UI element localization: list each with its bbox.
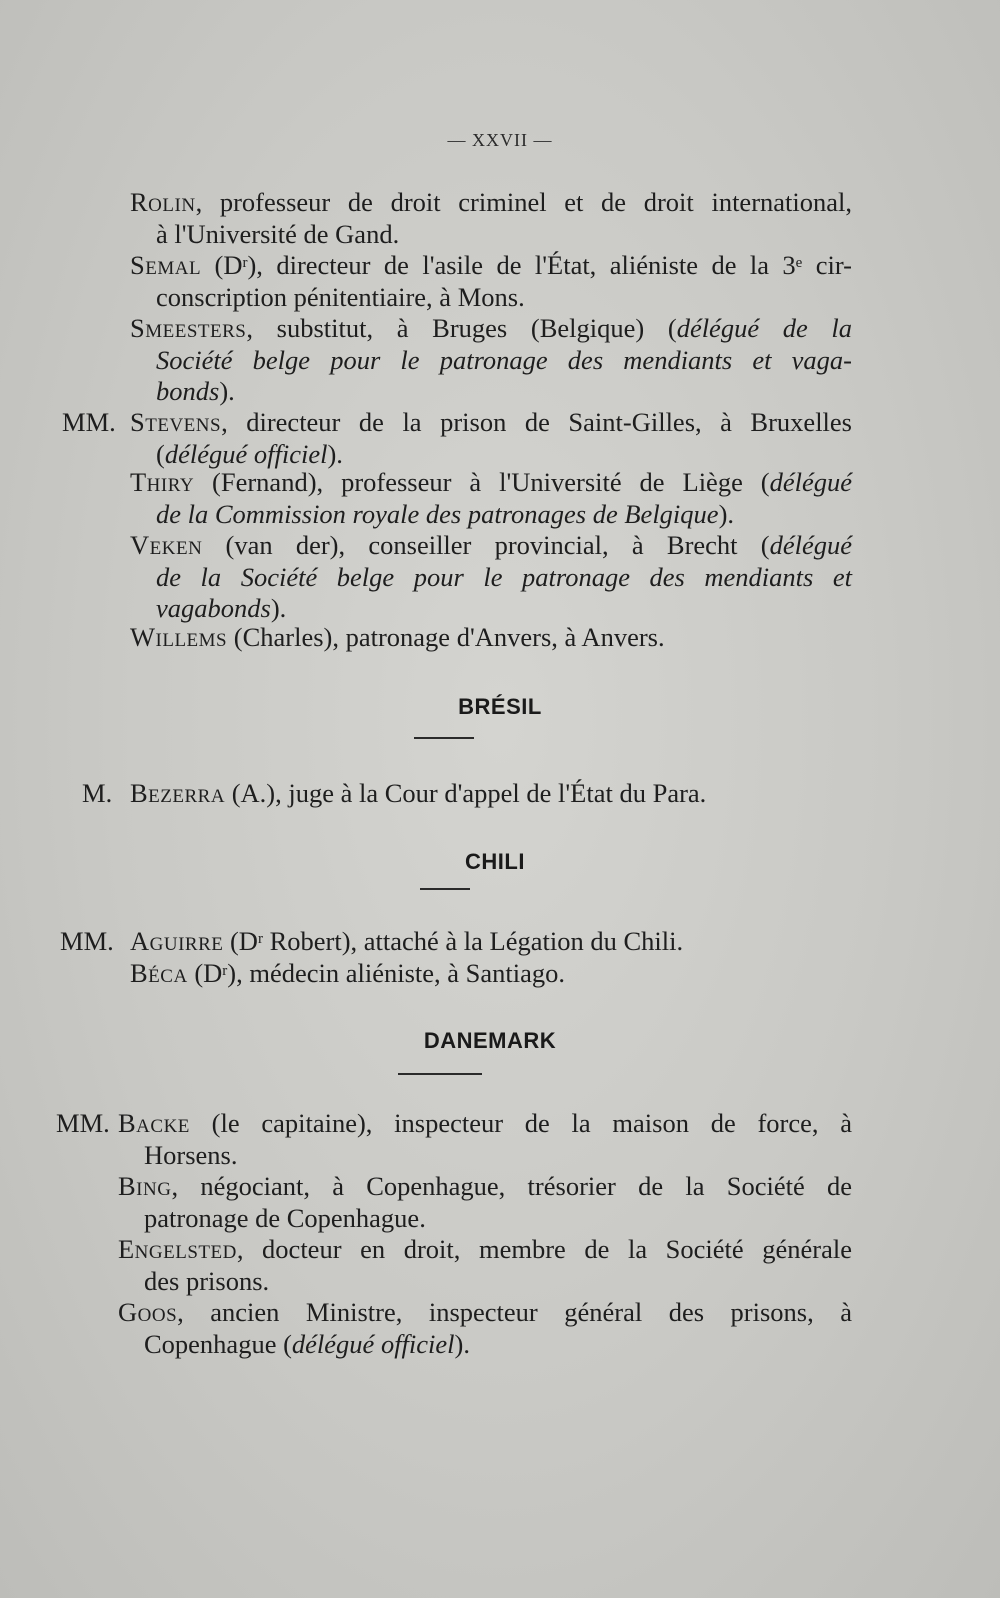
entry-veken: Veken (van der), conseiller provincial, à Brecht (délégué de la Société belge pour le patronage des mendiants et vagabonds).: [130, 530, 852, 623]
entry-aguirre: Aguirre ($D^r$ Robert), attaché à la Légation du Chili. Béca $(D^r)$, médecin aliéniste, à Santiago.: [130, 926, 684, 988]
member-name: Engelsted: [118, 1234, 237, 1264]
section-heading-danemark: DANEMARK: [423, 1028, 557, 1053]
member-name: Smeesters: [130, 313, 247, 343]
entry-bing: Bing, négociant, à Copenhague, trésorier de la Société de patronage de Copenhague.: [118, 1171, 852, 1233]
member-name: Bing: [118, 1171, 172, 1201]
member-name: Stevens: [130, 407, 222, 437]
member-name: Backe: [118, 1108, 190, 1138]
section-heading-bresil: BRÉSIL: [458, 694, 542, 719]
mm-label: MM.: [62, 407, 116, 437]
m-label: M.: [82, 778, 113, 808]
entry-bezerra: Bezerra (A.), juge à la Cour d'appel de l'État du Para.: [130, 778, 707, 808]
member-name: Willems: [130, 622, 228, 652]
mm-label: MM.: [56, 1108, 110, 1138]
entry-willems: Willems (Charles), patronage d'Anvers, à Anvers.: [130, 622, 665, 652]
entry-backe: Backe (le capitaine), inspecteur de la maison de force, à Horsens.: [118, 1108, 852, 1170]
member-name: Thiry: [130, 467, 195, 497]
section-rule: [420, 888, 470, 890]
member-name: Bezerra: [130, 778, 226, 808]
page-number: — XXVII —: [447, 130, 553, 150]
entry-semal: Semal $(D^r)$, directeur de l'asile de l'État, aliéniste de la 3e cir- conscription pénitentiaire, à Mons.: [130, 250, 853, 312]
entry-goos: Goos, ancien Ministre, inspecteur général des prisons, à Copenhague (délégué officiel).: [118, 1297, 852, 1359]
mm-label: MM.: [60, 926, 114, 956]
member-name: Rolin: [130, 187, 196, 217]
section-heading-chili: CHILI: [465, 849, 525, 874]
member-name: Béca: [130, 957, 188, 988]
section-rule: [414, 737, 474, 739]
entry-smeesters: Smeesters, substitut, à Bruges (Belgique) (délégué de la Société belge pour le patronage des mendiants et vaga- bonds).: [130, 313, 853, 406]
member-name: Goos: [118, 1297, 178, 1327]
member-name: Aguirre: [130, 926, 224, 956]
entry-engelsted: Engelsted, docteur en droit, membre de la Société générale des prisons.: [118, 1234, 852, 1296]
member-name: Veken: [130, 530, 203, 560]
member-name: Semal: [130, 250, 202, 280]
entry-rolin: Rolin, professeur de droit criminel et de droit international, à l'Université de Gand.: [130, 187, 852, 249]
entry-thiry: Thiry (Fernand), professeur à l'Université de Liège (délégué de la Commission royale des patronages de Belgique).: [130, 467, 852, 529]
entry-stevens: Stevens, directeur de la prison de Saint-Gilles, à Bruxelles (délégué officiel).: [130, 407, 852, 469]
section-rule: [398, 1073, 482, 1075]
